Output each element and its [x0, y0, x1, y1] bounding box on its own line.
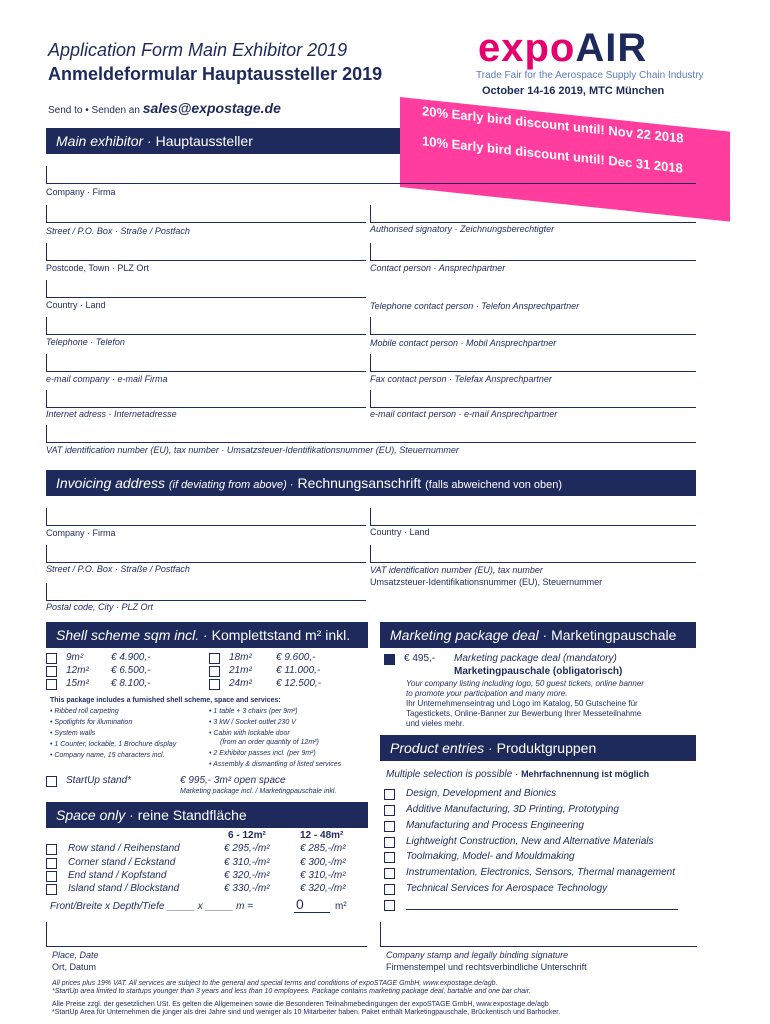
island-stand-label: Island stand / Blockstand [68, 883, 180, 894]
island-stand-checkbox[interactable] [46, 884, 57, 895]
main-exhibitor-heading-en: Main exhibitor · [56, 133, 152, 149]
marketing-desc-de-2: Tagestickets, Online-Banner zur Bewerbung Ihrer Messeteilnahme [406, 709, 642, 718]
startup-label: StartUp stand* [66, 775, 132, 786]
product-checkbox[interactable] [384, 837, 395, 848]
products-heading-en: Product entries · [390, 740, 493, 756]
promo-line-1: 20% Early bird discount until! Nov 22 2018 [422, 103, 684, 146]
vat-label: VAT identification number (EU), tax number · Umsatzsteuer-Identifikationsnummer (EU), Steuernummer [46, 445, 459, 455]
row-stand-p1: € 295,-/m² [224, 843, 270, 854]
country-input[interactable] [46, 280, 366, 298]
title-en: Application Form Main Exhibitor 2019 [48, 40, 348, 60]
products-heading-de: Produktgruppen [496, 740, 597, 756]
invoicing-note-de: (falls abweichend von oben) [425, 479, 563, 491]
mobile-contact-input[interactable] [370, 354, 696, 372]
dimensions-value[interactable]: 0 [296, 896, 304, 912]
corner-stand-label: Corner stand / Eckstand [68, 857, 176, 868]
space-col-1: 6 - 12m² [228, 830, 266, 841]
space-col-2: 12 - 48m² [300, 830, 344, 841]
startup-note: Marketing package incl. / Marketingpauschale inkl. [180, 788, 337, 795]
vat-input[interactable] [46, 425, 696, 443]
street-input[interactable] [46, 205, 366, 223]
startup-price: € 995,- 3m² open space [180, 775, 286, 786]
product-checkbox[interactable] [384, 868, 395, 879]
signatory-label: Authorised signatory · Zeichnungsberechtigter [370, 224, 555, 234]
logo-part1: expo [478, 26, 576, 70]
contact-person-label: Contact person · Ansprechpartner [370, 263, 506, 273]
company-input[interactable] [46, 166, 696, 184]
send-to [48, 100, 281, 116]
product-label: Toolmaking, Model- and Mouldmaking [406, 851, 575, 862]
shell-15-price: € 8.100,- [111, 678, 151, 689]
product-checkbox[interactable] [384, 821, 395, 832]
shell-12-price: € 6.500,- [111, 665, 151, 676]
shell-24-price: € 12.500,- [276, 678, 322, 689]
include-item: • Ribbed roll carpeting [50, 708, 119, 715]
internet-label: Internet adress · Internetadresse [46, 409, 177, 419]
product-other-checkbox[interactable] [384, 900, 395, 911]
product-label: Manufacturing and Process Engineering [406, 820, 584, 831]
product-label: Additive Manufacturing, 3D Printing, Prototyping [406, 804, 619, 815]
row-stand-p2: € 285,-/m² [300, 843, 346, 854]
corner-stand-p2: € 300,-/m² [300, 857, 346, 868]
marketing-checkbox[interactable] [384, 654, 395, 665]
product-label: Design, Development and Bionics [406, 788, 557, 799]
include-item: • 3 kW / Socket outlet 230 V [209, 719, 296, 726]
main-exhibitor-heading-de: Hauptaussteller [155, 133, 253, 149]
place-date-label-en: Place, Date [52, 950, 99, 960]
include-item: • 1 table + 3 chairs (per 9m²) [209, 708, 298, 715]
shell-18-size: 18m² [229, 652, 252, 663]
early-bird-banner [400, 97, 730, 222]
invoicing-note-en: (if deviating from above) · [168, 479, 294, 491]
product-label: Technical Services for Aerospace Technology [406, 883, 608, 894]
dimensions-label: Front/Breite x Depth/Tiefe _____ x _____ m = [50, 901, 254, 912]
marketing-desc-en-1: Your company listing including logo, 50 guest tickets, online banner [406, 679, 644, 688]
stamp-label-de: Firmenstempel und rechtsverbindliche Unterschrift [386, 962, 587, 972]
products-bar [380, 735, 696, 761]
mobile-contact-label: Mobile contact person · Mobil Ansprechpartner [370, 338, 557, 348]
shell-12-size: 12m² [66, 665, 89, 676]
logo-part2: AIR [575, 26, 648, 70]
stamp-label-en: Company stamp and legally binding signature [386, 950, 569, 960]
include-item: • Spotlights for illumination [50, 719, 133, 726]
invoicing-heading-de: Rechnungsanschrift [297, 475, 422, 491]
end-stand-label: End stand / Kopfstand [68, 870, 167, 881]
shell-heading-de: Komplettstand m² inkl. [211, 627, 351, 643]
inv-postal-input[interactable] [46, 583, 366, 601]
shell-heading-en: Shell scheme sqm incl. · [56, 627, 208, 643]
end-stand-p1: € 320,-/m² [224, 870, 270, 881]
shell-18-price: € 9.600,- [276, 652, 316, 663]
include-item: • System walls [50, 730, 96, 737]
inv-vat-label-en: VAT identification number (EU), tax number [370, 565, 543, 575]
fax-contact-label: Fax contact person · Telefax Ansprechpartner [370, 374, 552, 384]
row-stand-label: Row stand / Reihenstand [68, 843, 180, 854]
promo-line-2: 10% Early bird discount until! Dec 31 2018 [422, 133, 683, 176]
postcode-input[interactable] [46, 243, 366, 261]
space-heading-de: reine Standfläche [137, 807, 247, 823]
include-item: • Company name, 15 characters incl. [50, 752, 165, 759]
footer-de-2: *StartUp Area für Unternehmen die jünger als drei Jahre sind und weniger als 10 Mitarbeiter haben. Paket enthält Marketingpauschale, Brückentisch und Barhocker. [52, 1009, 561, 1016]
product-checkbox[interactable] [384, 805, 395, 816]
corner-stand-checkbox[interactable] [46, 858, 57, 869]
marketing-desc-de-3: und vieles mehr. [406, 719, 465, 728]
invoicing-heading-en: Invoicing address [56, 475, 165, 491]
footer-en-1: All prices plus 19% VAT. All services are subject to the general and special terms and conditions of expoSTAGE GmbH, www.expostage.de/agb. [52, 980, 498, 987]
space-heading-en: Space only · [56, 807, 134, 823]
email-company-input[interactable] [46, 354, 366, 372]
shell-24-checkbox[interactable] [209, 679, 220, 690]
end-stand-checkbox[interactable] [46, 871, 57, 882]
space-only-bar [46, 802, 368, 828]
end-stand-p2: € 310,-/m² [300, 870, 346, 881]
telephone-contact-label: Telephone contact person · Telefon Ansprechpartner [370, 301, 580, 311]
telephone-label: Telephone · Telefon [46, 337, 125, 347]
include-item: (from an order quantity of 12m²) [220, 739, 319, 746]
postcode-label: Postcode, Town · PLZ Ort [46, 263, 149, 273]
shell-9-size: 9m² [66, 652, 84, 663]
stamp-signature-input[interactable] [380, 922, 697, 947]
inv-street-input[interactable] [46, 545, 366, 563]
island-stand-p2: € 320,-/m² [300, 883, 346, 894]
product-checkbox[interactable] [384, 789, 395, 800]
company-label: Company · Firma [46, 187, 116, 197]
multi-selection-note: Multiple selection is possible · Mehrfachnennung ist möglich [386, 769, 650, 780]
send-to-label: Send to • Senden an [48, 105, 140, 116]
startup-checkbox[interactable] [46, 776, 57, 787]
telephone-input[interactable] [46, 317, 366, 335]
expoair-logo [478, 26, 647, 71]
shell-18-checkbox[interactable] [209, 653, 220, 664]
contact-person-input[interactable] [370, 243, 696, 261]
island-stand-p1: € 330,-/m² [224, 883, 270, 894]
send-to-email[interactable]: sales@expostage.de [142, 100, 281, 116]
shell-9-price: € 4.900,- [111, 652, 151, 663]
inv-company-input[interactable] [46, 508, 366, 526]
place-date-input[interactable] [46, 922, 367, 947]
shell-12-checkbox[interactable] [46, 666, 57, 677]
marketing-price: € 495,- [404, 653, 436, 664]
title-de: Anmeldeformular Hauptaussteller 2019 [48, 64, 383, 84]
inv-street-label: Street / P.O. Box · Straße / Postfach [46, 564, 190, 574]
shell-scheme-bar [46, 622, 368, 648]
inv-vat-input[interactable] [370, 545, 696, 563]
shell-includes-title: This package includes a furnished shell scheme, space and services: [50, 697, 281, 704]
shell-15-size: 15m² [66, 678, 89, 689]
event-date: October 14-16 2019, MTC München [482, 85, 665, 97]
marketing-desc-de-1: Ihr Unternehmenseintrag und Logo im Katalog, 50 Gutscheine für [406, 699, 638, 708]
shell-21-price: € 11.000,- [276, 665, 321, 676]
email-company-label: e-mail company · e-mail Firma [46, 374, 168, 384]
shell-15-checkbox[interactable] [46, 679, 57, 690]
logo-subtitle: Trade Fair for the Aerospace Supply Chain Industry [476, 70, 704, 81]
shell-24-size: 24m² [229, 678, 252, 689]
shell-21-checkbox[interactable] [209, 666, 220, 677]
country-label: Country · Land [46, 300, 106, 310]
include-item: • Assembly & dismantling of listed services [209, 761, 342, 768]
marketing-desc-en-2: to promote your participation and many more. [406, 689, 568, 698]
inv-country-label: Country · Land [370, 527, 430, 537]
product-checkbox[interactable] [384, 852, 395, 863]
marketing-bar [380, 622, 696, 648]
footer-en-2: *StartUp area limited to startups younger than 3 years and less than 10 employees. Package contains marketing package deal, bartable and one bar chair. [52, 988, 531, 995]
dimensions-unit: m² [335, 901, 347, 912]
place-date-label-de: Ort, Datum [52, 962, 97, 972]
product-label: Instrumentation, Electronics, Sensors, Thermal management [406, 867, 676, 878]
inv-vat-label-de: Umsatzsteuer-Identifikationsnummer (EU), Steuernummer [370, 577, 603, 587]
inv-country-input[interactable] [370, 508, 696, 526]
internet-input[interactable] [46, 390, 366, 408]
marketing-heading-en: Marketing package deal · [390, 627, 548, 643]
include-item: • 2 Exhibitor passes incl. (per 9m²) [209, 750, 316, 757]
product-other-input[interactable] [406, 909, 678, 910]
product-checkbox[interactable] [384, 884, 395, 895]
dimensions-underline [294, 912, 330, 913]
telephone-contact-input[interactable] [370, 317, 696, 335]
email-contact-label: e-mail contact person · e-mail Ansprechpartner [370, 409, 558, 419]
include-item: • 1 Counter, lockable, 1 Brochure display [50, 741, 177, 748]
inv-postal-label: Postal code, City · PLZ Ort [46, 602, 154, 612]
marketing-line-2: Marketingpauschale (obligatorisch) [454, 666, 623, 677]
product-label: Lightweight Construction, New and Alternative Materials [406, 836, 654, 847]
shell-21-size: 21m² [229, 665, 252, 676]
signatory-input[interactable] [370, 205, 696, 223]
footer-de-1: Alle Preise zzgl. der gesetzlichen USt. Es gelten die Allgemeinen sowie die Besonderen Teilnahmebedingungen der expoSTAGE GmbH, www.expostage.de/agb [52, 1001, 549, 1008]
fax-contact-input[interactable] [370, 390, 696, 408]
marketing-line-1: Marketing package deal (mandatory) [454, 653, 617, 664]
corner-stand-p1: € 310,-/m² [224, 857, 270, 868]
inv-company-label: Company · Firma [46, 528, 116, 538]
invoicing-bar [46, 470, 696, 496]
include-item: • Cabin with lockable door [209, 730, 290, 737]
shell-9-checkbox[interactable] [46, 653, 57, 664]
street-label: Street / P.O. Box · Straße / Postfach [46, 226, 190, 236]
marketing-heading-de: Marketingpauschale [551, 627, 677, 643]
row-stand-checkbox[interactable] [46, 844, 57, 855]
